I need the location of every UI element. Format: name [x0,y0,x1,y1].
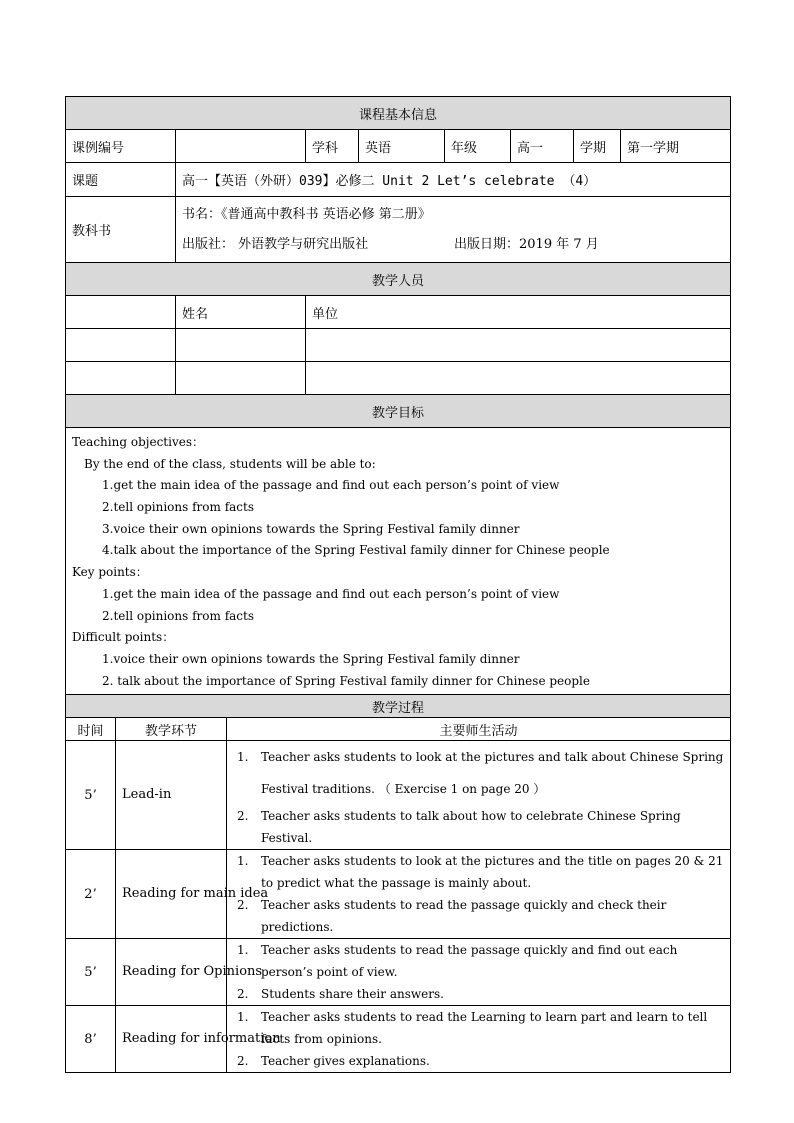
activity-item: 2. Teacher asks students to talk about how to celebrate Chinese Spring Festival. [237,809,681,846]
lesson-plan-sheet [65,96,730,1073]
basic-info-table [65,96,731,263]
grade-value: 高一 [511,130,574,163]
process-time: 8’ [66,1006,116,1073]
staff-row-cell [176,329,306,362]
staff-row-cell [176,362,306,395]
staff-row-cell [66,329,176,362]
activity-item: 2. Teacher asks students to read the passage quickly and check their predictions. [237,898,667,935]
publisher: 出版社： 外语教学与研究出版社 [182,236,369,252]
objectives-intro: By the end of the class, students will be able to: [84,456,376,471]
col-header-stage: 教学环节 [116,718,227,741]
key-points-heading: Key points： [72,565,148,580]
objectives-block [66,428,731,695]
objective-item: 4.talk about the importance of the Spring Festival family dinner for Chinese people [102,543,610,558]
teaching-objectives-heading: Teaching objectives： [72,435,204,449]
grade-label: 年级 [445,130,511,163]
process-activities [227,850,731,939]
book-name: 书名：《普通高中教科书 英语必修 第二册》 [182,206,431,222]
lesson-id-value [176,130,306,163]
activity-item: 2. Teacher gives explanations. [237,1054,430,1069]
goals-table [65,394,731,695]
process-row [66,741,731,850]
process-time: 5’ [66,939,116,1006]
term-value: 第一学期 [621,130,731,163]
activity-item: 1. Teacher asks students to read the passage quickly and find out each person’s point of view. [237,943,678,980]
section-title-process: 教学过程 [66,695,731,718]
staff-row-cell [66,362,176,395]
textbook-label: 教科书 [66,197,176,263]
process-table [65,694,731,1073]
process-time: 5’ [66,741,116,850]
staff-row-cell [306,329,731,362]
activity-item: 1. Teacher asks students to look at the pictures and talk about Chinese Spring Festival traditions. （ Exercise 1 on page 20 ） [237,750,724,797]
process-stage: Reading for main idea [116,850,227,939]
col-header-time: 时间 [66,718,116,741]
process-row [66,850,731,939]
subject-label: 学科 [306,130,359,163]
activity-item: 2. Students share their answers. [237,987,444,1002]
process-stage: Reading for information [116,1006,227,1073]
section-title-basic: 课程基本信息 [66,97,731,130]
term-label: 学期 [574,130,621,163]
staff-blank-cell [66,296,176,329]
activity-item: 1. Teacher asks students to read the Learning to learn part and learn to tell facts from opinions. [237,1010,708,1047]
process-row [66,1006,731,1073]
subject-value: 英语 [359,130,445,163]
objective-item: 3.voice their own opinions towards the Spring Festival family dinner [102,521,520,536]
difficult-point-item: 1.voice their own opinions towards the Spring Festival family dinner [102,651,520,666]
col-header-activity: 主要师生活动 [227,718,731,741]
process-row [66,939,731,1006]
difficult-points-heading: Difficult points： [72,630,175,645]
section-title-goals: 教学目标 [66,395,731,428]
textbook-info [176,197,731,263]
staff-table [65,262,731,395]
staff-unit-label: 单位 [306,296,731,329]
staff-row-cell [306,362,731,395]
section-title-staff: 教学人员 [66,263,731,296]
process-stage: Lead-in [116,741,227,850]
topic-label: 课题 [66,163,176,197]
key-point-item: 1.get the main idea of the passage and find out each person’s point of view [102,586,560,601]
process-activities [227,939,731,1006]
activity-item: 1. Teacher asks students to look at the pictures and the title on pages 20 & 21 to predict what the passage is mainly about. [237,854,724,891]
objective-item: 1.get the main idea of the passage and find out each person’s point of view [102,478,560,493]
process-time: 2’ [66,850,116,939]
difficult-point-item: 2. talk about the importance of Spring Festival family dinner for Chinese people [102,673,590,688]
process-stage: Reading for Opinions [116,939,227,1006]
lesson-id-label: 课例编号 [66,130,176,163]
topic-value: 高一【英语（外研）039】必修二 Unit 2 Let’s celebrate （4） [176,163,731,197]
process-activities [227,1006,731,1073]
staff-name-label: 姓名 [176,296,306,329]
objective-item: 2.tell opinions from facts [102,500,254,515]
key-point-item: 2.tell opinions from facts [102,608,254,623]
process-activities [227,741,731,850]
publication-date: 出版日期：2019 年 7 月 [454,236,599,252]
